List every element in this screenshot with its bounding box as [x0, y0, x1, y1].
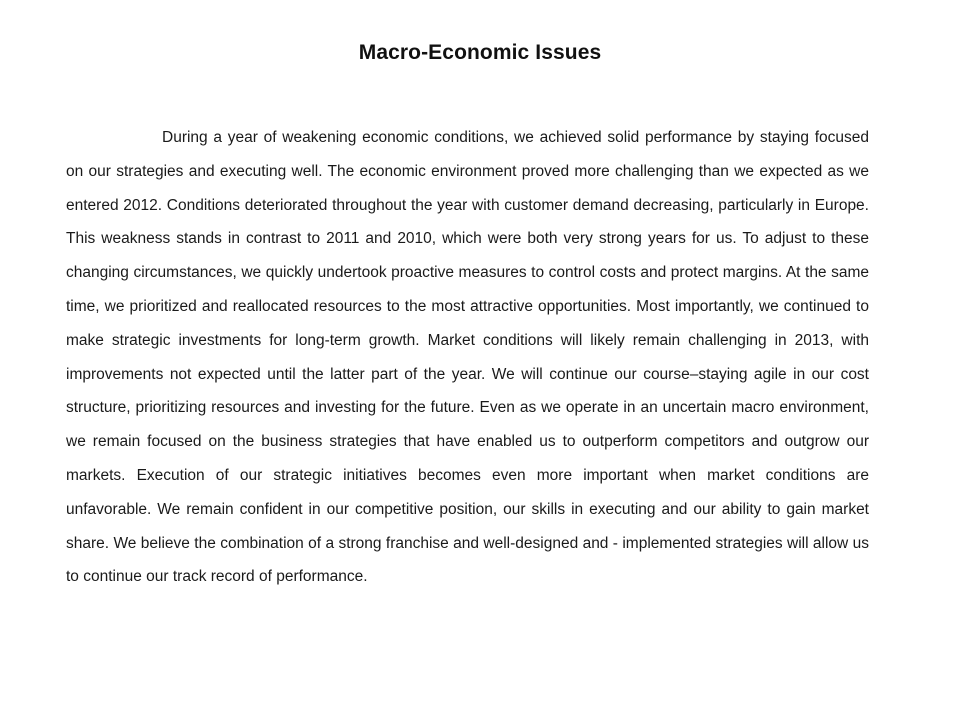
page-title: Macro-Economic Issues [358, 41, 602, 64]
body-paragraph: During a year of weakening economic conditions, we achieved solid performance by staying focused on our strategies and executing well. The economic environment proved more challenging than we expected as we entered 2012. Conditions deteriorated throughout the year with customer demand decreasing, particularly in Europe. This weakness stands in contrast to 2011 and 2010, which were both very strong years for us. To adjust to these changing circumstances, we quickly undertook proactive measures to control costs and protect margins. At the same time, we prioritized and reallocated resources to the most attractive opportunities. Most importantly, we continued to make strategic investments for long-term growth. Market conditions will likely remain challenging in 2013, with improvements not expected until the latter part of the year. We will continue our course–staying agile in our cost structure, prioritizing resources and investing for the future. Even as we operate in an uncertain macro environment, we remain focused on the business strategies that have enabled us to outperform competitors and outgrow our markets. Execution of our strategic initiatives becomes even more important when market conditions are unfavorable. We remain confident in our competitive position, our skills in executing and our ability to gain market share. We believe the combination of a strong franchise and well-designed and - implemented strategies will allow us to continue our track record of performance. [66, 129, 869, 586]
